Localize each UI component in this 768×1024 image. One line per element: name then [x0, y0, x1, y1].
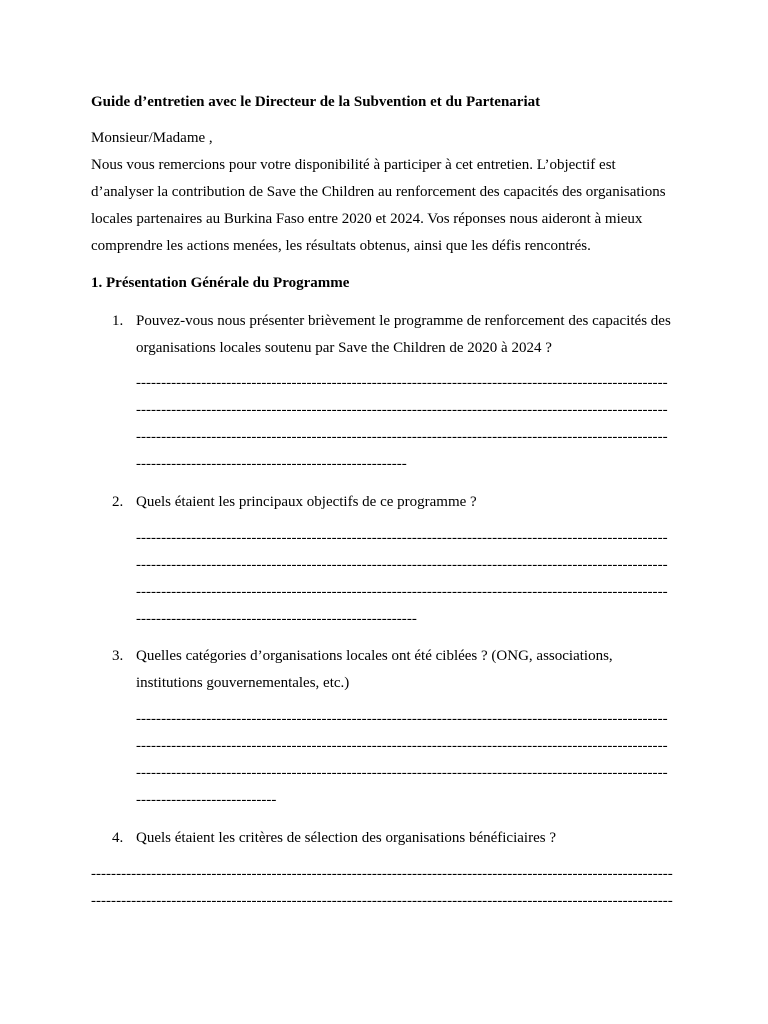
question-1-line-1: Pouvez-vous nous présenter brièvement le programme de renforcement des capacités des: [136, 313, 671, 329]
salutation: Monsieur/Madame ,: [91, 130, 213, 146]
section-1-title: 1. Présentation Générale du Programme: [91, 275, 350, 291]
answer-1-line-3[interactable]: ----------------------------------------------------------------------------------------------------------: [136, 429, 668, 445]
question-2-number: 2.: [112, 494, 124, 510]
answer-2-line-3[interactable]: ----------------------------------------------------------------------------------------------------------: [136, 584, 668, 600]
question-2-line-1: Quels étaient les principaux objectifs de ce programme ?: [136, 494, 477, 510]
intro-line-4: comprendre les actions menées, les résultats obtenus, ainsi que les défis rencontrés.: [91, 238, 591, 254]
question-3-line-2: institutions gouvernementales, etc.): [136, 675, 350, 691]
intro-line-2: d’analyser la contribution de Save the Children au renforcement des capacités des organisations: [91, 184, 666, 200]
answer-3-line-3[interactable]: ----------------------------------------------------------------------------------------------------------: [136, 765, 668, 781]
question-4-number: 4.: [112, 830, 124, 846]
question-4-line-1: Quels étaient les critères de sélection des organisations bénéficiaires ?: [136, 830, 556, 846]
answer-2-line-4[interactable]: --------------------------------------------------------: [136, 611, 417, 627]
answer-4-line-1[interactable]: --------------------------------------------------------------------------------------------------------------------: [91, 866, 673, 882]
answer-1-line-4[interactable]: ------------------------------------------------------: [136, 456, 407, 472]
answer-3-line-2[interactable]: ----------------------------------------------------------------------------------------------------------: [136, 738, 668, 754]
question-1-number: 1.: [112, 313, 124, 329]
question-3-line-1: Quelles catégories d’organisations locales ont été ciblées ? (ONG, associations,: [136, 648, 613, 664]
answer-1-line-2[interactable]: ----------------------------------------------------------------------------------------------------------: [136, 402, 668, 418]
question-3-number: 3.: [112, 648, 124, 664]
answer-3-line-1[interactable]: ----------------------------------------------------------------------------------------------------------: [136, 711, 668, 727]
intro-line-3: locales partenaires au Burkina Faso entre 2020 et 2024. Vos réponses nous aideront à mieux: [91, 211, 643, 227]
answer-3-line-4[interactable]: ----------------------------: [136, 792, 277, 808]
question-1-line-2: organisations locales soutenu par Save the Children de 2020 à 2024 ?: [136, 340, 552, 356]
intro-line-1: Nous vous remercions pour votre disponibilité à participer à cet entretien. L’objectif est: [91, 157, 616, 173]
answer-2-line-2[interactable]: ----------------------------------------------------------------------------------------------------------: [136, 557, 668, 573]
answer-1-line-1[interactable]: ----------------------------------------------------------------------------------------------------------: [136, 375, 668, 391]
answer-4-line-2[interactable]: --------------------------------------------------------------------------------------------------------------------: [91, 893, 673, 909]
answer-2-line-1[interactable]: ----------------------------------------------------------------------------------------------------------: [136, 530, 668, 546]
document-title: Guide d’entretien avec le Directeur de la Subvention et du Partenariat: [91, 94, 541, 110]
